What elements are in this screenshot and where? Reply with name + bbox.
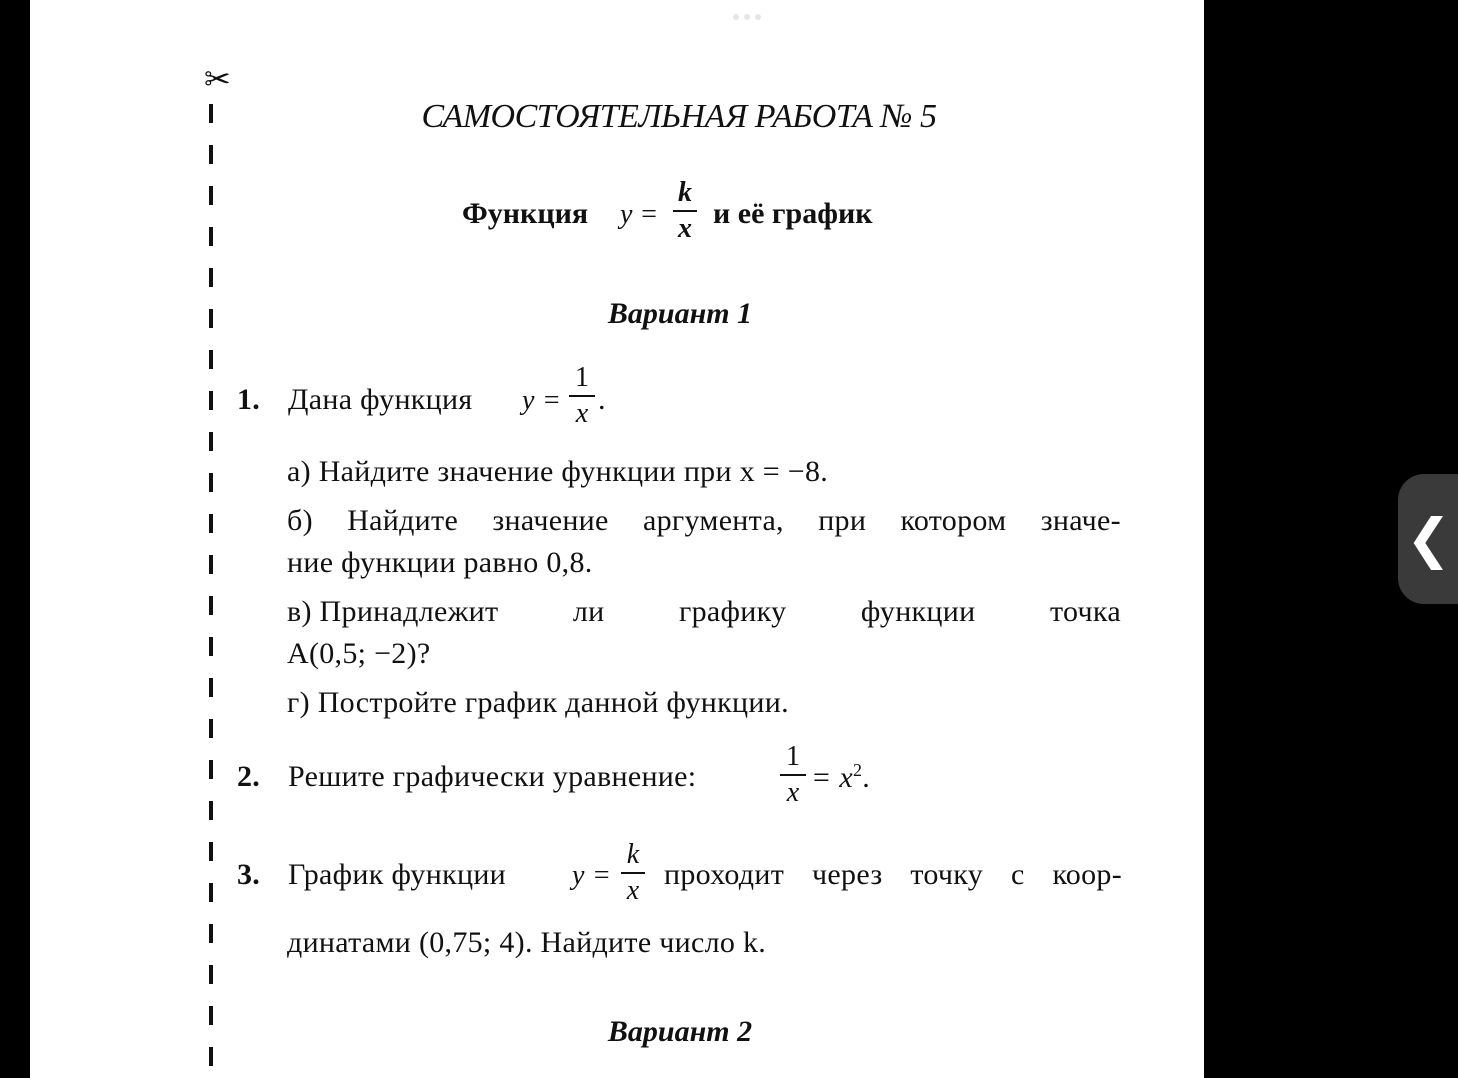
- task-1v-word: в) Принадлежит: [287, 595, 499, 628]
- scissors-icon: ✂: [204, 60, 231, 98]
- task-2-rhs-base: = x: [811, 761, 853, 794]
- cut-line-dash: [209, 801, 213, 820]
- task-1b-word: б): [287, 504, 313, 537]
- task-2-rhs: [811, 760, 870, 795]
- task-2-rhs-end: .: [862, 761, 871, 794]
- task-1b-word: при: [818, 504, 867, 537]
- task-3-text: [288, 858, 556, 892]
- task-3-y-equals: y =: [572, 860, 612, 891]
- cut-line-dash: [209, 883, 213, 902]
- task-1g: г) Постройте график данной функции.: [287, 686, 789, 719]
- task-3-number: 3.: [237, 858, 261, 891]
- cut-line-dash: [209, 842, 213, 861]
- cut-line-dash: [209, 760, 213, 779]
- task-3-word: через: [812, 858, 883, 891]
- task-3-word: с: [1010, 858, 1025, 891]
- cut-line-dash: [209, 391, 213, 410]
- back-button[interactable]: [1398, 474, 1458, 604]
- task-1b-line1: [287, 504, 1121, 538]
- task-3-text-label: График функции: [288, 858, 507, 891]
- task-2-number: 2.: [237, 760, 261, 793]
- task-3-line2: динатами (0,75; 4). Найдите число k.: [287, 926, 767, 959]
- cut-line-dash: [209, 1047, 213, 1066]
- task-3-word: коор-: [1052, 858, 1122, 891]
- cut-line-dash: [209, 924, 213, 943]
- cut-line-dash: [209, 719, 213, 738]
- task-1-frac-num: 1: [575, 362, 589, 393]
- cut-line-dash: [209, 596, 213, 615]
- task-3-fraction: [621, 840, 645, 906]
- task-2-text: Решите графически уравнение:: [288, 760, 697, 793]
- task-1-number: 1.: [237, 383, 261, 416]
- cut-line-dash: [209, 145, 213, 164]
- task-1-fraction: [569, 363, 595, 429]
- task-3-word: точку: [910, 858, 984, 891]
- document-page: [30, 0, 1204, 1078]
- cut-line: [204, 60, 231, 1078]
- task-1-text: Дана функция: [288, 383, 473, 416]
- task-3-after: [664, 858, 1122, 892]
- task-1v-word: функции: [860, 595, 976, 628]
- heading-prefix: Функция: [462, 197, 589, 230]
- cut-line-dash: [209, 637, 213, 656]
- task-1v-word: ли: [572, 595, 605, 628]
- variant-2-heading: Вариант 2: [607, 1015, 753, 1048]
- task-1v-line2: A(0,5; −2)?: [287, 637, 431, 670]
- heading-frac-num: k: [678, 177, 692, 208]
- task-1b-line2: ние функции равно 0,8.: [287, 546, 593, 579]
- cut-line-dash: [209, 965, 213, 984]
- cut-line-dash: [209, 432, 213, 451]
- cut-line-dash: [209, 227, 213, 246]
- page-handle-dots: [733, 14, 761, 20]
- cut-line-dash: [209, 473, 213, 492]
- cut-line-dash: [209, 268, 213, 287]
- task-1v-word: графику: [679, 595, 787, 628]
- task-1-y-equals: y =: [522, 385, 562, 416]
- cut-line-dash: [209, 555, 213, 574]
- task-2-frac-num: 1: [786, 741, 800, 772]
- heading-suffix: и её график: [713, 197, 873, 230]
- heading-y-equals: y =: [620, 199, 659, 230]
- task-3-frac-den: x: [626, 875, 640, 906]
- heading-fraction: [673, 178, 697, 244]
- task-1v-word: точка: [1050, 595, 1121, 628]
- cut-line-dash: [209, 350, 213, 369]
- task-3-word: проходит: [664, 858, 785, 891]
- task-1a: а) Найдите значение функции при x = −8.: [287, 455, 829, 488]
- task-1-frac-den: x: [575, 398, 589, 429]
- task-1b-word: аргумента,: [642, 504, 784, 537]
- task-1b-word: Найдите: [347, 504, 459, 537]
- task-2-rhs-exp: 2: [852, 760, 863, 780]
- chevron-left-icon: ❮: [1406, 507, 1452, 570]
- cut-line-dash: [209, 186, 213, 205]
- task-2-frac-den: x: [786, 777, 800, 808]
- heading-frac-den: x: [678, 213, 692, 244]
- task-3-frac-num: k: [626, 839, 640, 870]
- cut-line-dash: [209, 514, 213, 533]
- task-1v-line1: [287, 595, 1121, 629]
- task-1b-word: значение: [492, 504, 609, 537]
- task-2-fraction: [780, 742, 806, 808]
- task-1b-word: котором: [900, 504, 1007, 537]
- cut-line-dash: [209, 678, 213, 697]
- task-1-end: .: [598, 383, 606, 416]
- variant-1-heading: Вариант 1: [607, 297, 753, 330]
- page-title: САМОСТОЯТЕЛЬНАЯ РАБОТА № 5: [421, 98, 937, 135]
- task-1b-word: значе-: [1040, 504, 1121, 537]
